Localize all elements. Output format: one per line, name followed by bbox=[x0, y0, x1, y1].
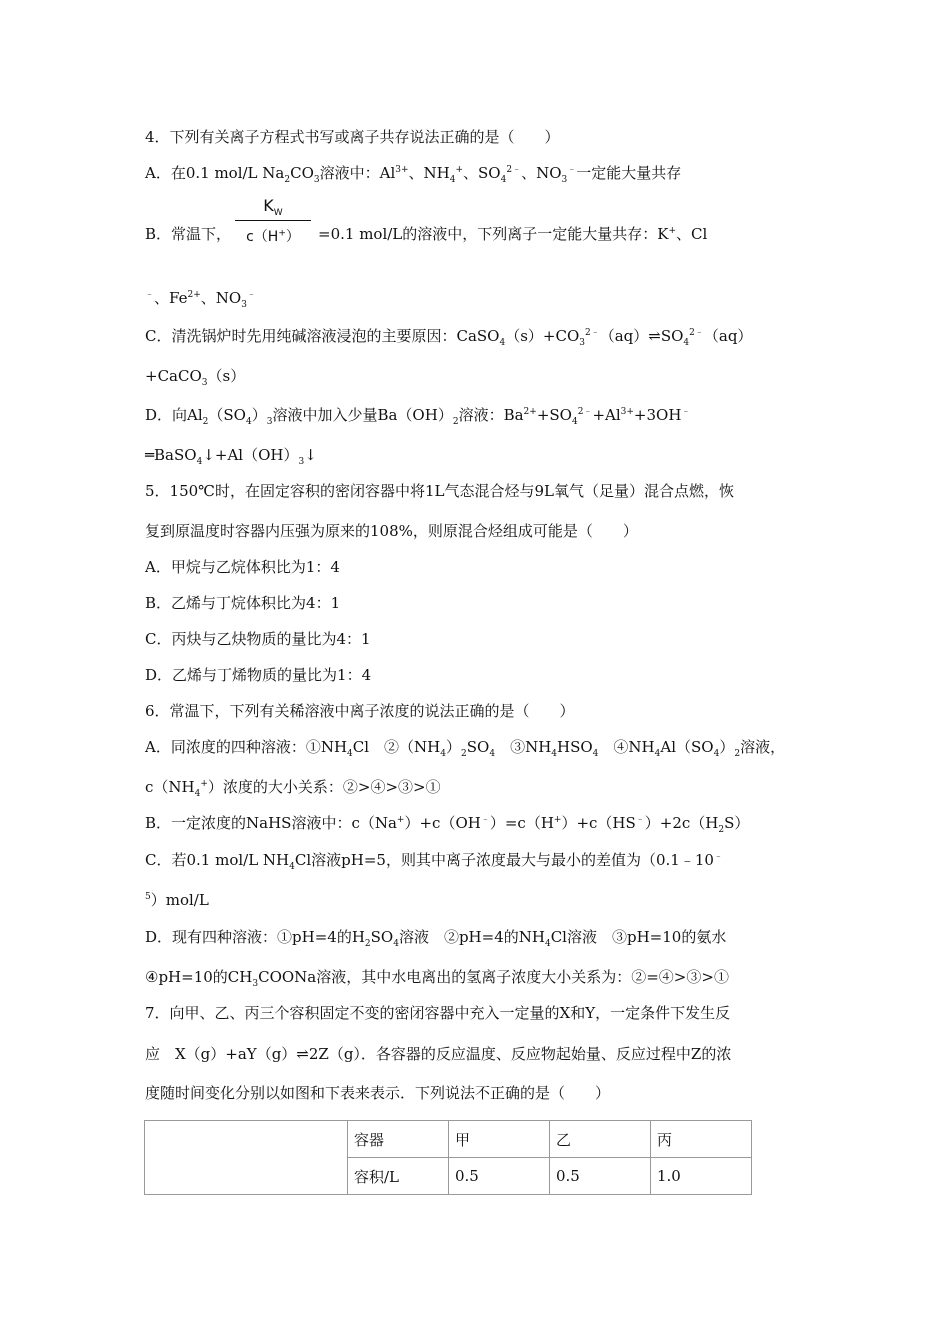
q6-option-a-cont: $c(NH_4^+)$浓度的大小关系：②>④>③>① bbox=[145, 778, 441, 799]
q6-stem: 6．常温下，下列有关稀溶液中离子浓度的说法正确的是（ ） bbox=[145, 702, 575, 720]
q4-option-b-cont: ﹣、$Fe^{2+}$、$NO_3^﹣$ bbox=[145, 289, 256, 310]
q5-option-b: B．乙烯与丁烷体积比为4：1 bbox=[145, 594, 341, 612]
fraction-denominator: c（H+） bbox=[246, 228, 300, 245]
q6-option-a: A．同浓度的四种溶液：$①NH_4Cl$ $②(NH_4)_2SO_4$ $③NH_4HSO_4$ $④NH_4Al(SO_4)_2$溶液， bbox=[145, 738, 786, 759]
table-row bbox=[145, 1121, 752, 1158]
q4-option-b-rest: =0.1 mol/L的溶液中，下列离子一定能大量共存：K+、Cl bbox=[318, 225, 708, 243]
q7-stem-line2: 应 X（g）+aY（g）⇌2Z（g）．各容器的反应温度、反应物起始量、反应过程中Z的浓 bbox=[145, 1045, 732, 1063]
table-blank-cell bbox=[145, 1121, 348, 1195]
q6-option-d: D．现有四种溶液：①pH=4的$H_2SO_4$溶液 ②pH=4的$NH_4Cl$溶液 ③pH=10的氨水 bbox=[145, 928, 727, 949]
q5-option-a: A．甲烷与乙烷体积比为1：4 bbox=[145, 558, 340, 576]
vessel-table bbox=[144, 1120, 752, 1195]
table-cell: 0.5 bbox=[449, 1158, 550, 1195]
q4-option-d: D．向$Al_2(SO_4)_3$溶液中加入少量$Ba(OH)_2$溶液：$Ba^{2+}+SO_4^{2﹣}+Al^{3+}+3OH^﹣$ bbox=[145, 406, 691, 427]
q7-stem-line1: 7．向甲、乙、丙三个容积固定不变的密闭容器中充入一定量的X和Y，一定条件下发生反 bbox=[145, 1004, 731, 1022]
table-cell: 甲 bbox=[449, 1121, 550, 1158]
fraction-bar bbox=[235, 220, 311, 221]
table-cell: 容器 bbox=[348, 1121, 449, 1158]
q5-stem-line1: 5．150℃时，在固定容积的密闭容器中将1L气态混合烃与9L氧气（足量）混合点燃，恢 bbox=[145, 482, 734, 500]
q6-option-c: C．若0.1 mol/L $NH_4Cl$溶液pH=5，则其中离子浓度最大与最小的差值为（0.1﹣10﹣ bbox=[145, 851, 723, 872]
table-cell: 容积/L bbox=[348, 1158, 449, 1195]
q4-stem: 4．下列有关离子方程式书写或离子共存说法正确的是（ ） bbox=[145, 128, 560, 146]
q5-option-c: C．丙炔与乙炔物质的量比为4：1 bbox=[145, 630, 371, 648]
q6-option-c-cont: $^5$）mol/L bbox=[145, 891, 209, 909]
q6-option-d-cont: ④pH=10的$CH_3COONa$溶液，其中水电离出的氢离子浓度大小关系为：②=④>③>① bbox=[145, 968, 729, 989]
q5-stem-line2: 复到原温度时容器内压强为原来的108%，则原混合烃组成可能是（ ） bbox=[145, 522, 638, 540]
q6-option-b: B．一定浓度的NaHS溶液中：$c(Na^+)+c(OH^﹣)=c(H^+)+c(HS^﹣)+2c(H_2S)$ bbox=[145, 814, 750, 835]
table-cell: 0.5 bbox=[550, 1158, 651, 1195]
table-cell: 丙 bbox=[651, 1121, 752, 1158]
q4-option-c-cont: +CaCO$_3$（s） bbox=[145, 367, 246, 388]
q4-option-b-prefix: B．常温下， bbox=[145, 225, 232, 243]
table-cell: 乙 bbox=[550, 1121, 651, 1158]
table-cell: 1.0 bbox=[651, 1158, 752, 1195]
kw-fraction bbox=[235, 196, 311, 252]
q4-option-c: C．清洗锅炉时先用纯碱溶液浸泡的主要原因：$CaSO_4(s)+CO_3^{2﹣}(aq)\rightleftharpoons SO_4^{2﹣}(aq)$ bbox=[145, 327, 753, 348]
q4-option-a: A．在0.1 mol/L $Na_2CO_3$溶液中：$Al^{3+}$、$NH_4^+$、$SO_4^{2﹣}$、$NO_3^﹣$一定能大量共存 bbox=[145, 164, 682, 185]
fraction-numerator: $K_W$ bbox=[263, 196, 283, 219]
q7-stem-line3: 度随时间变化分别以如图和下表来表示．下列说法不正确的是（ ） bbox=[145, 1084, 611, 1102]
q5-option-d: D．乙烯与丁烯物质的量比为1：4 bbox=[145, 666, 372, 684]
q4-option-d-cont: $═BaSO_4↓+Al(OH)_3↓$ bbox=[145, 446, 317, 467]
